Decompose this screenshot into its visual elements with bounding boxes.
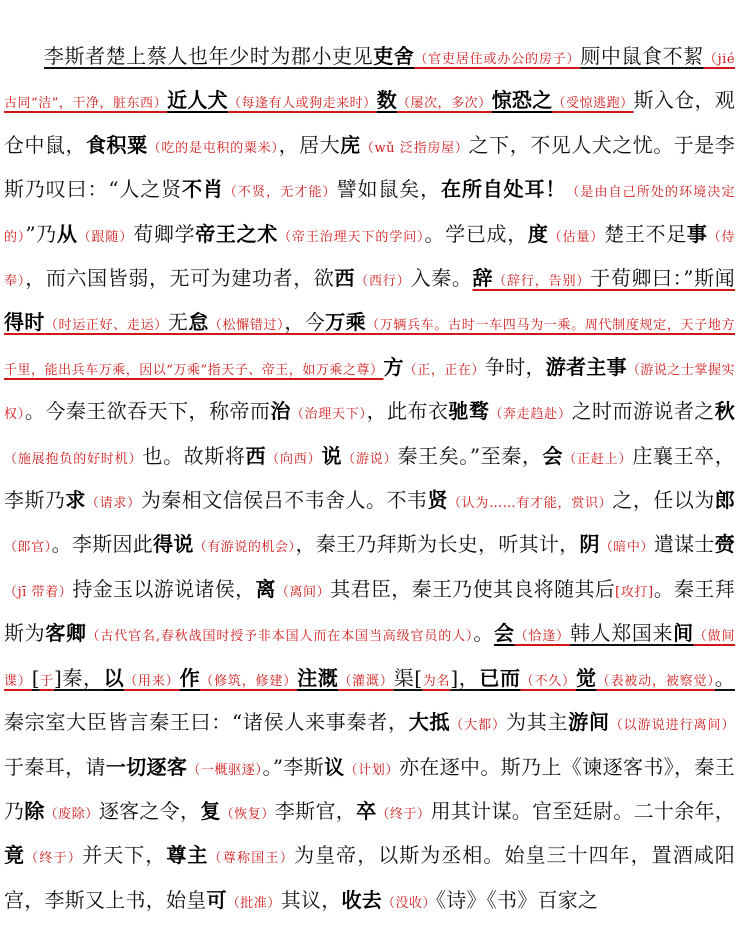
key-term: 辞 <box>472 266 494 291</box>
annotation: （大都） <box>450 718 507 734</box>
key-term: 食积粟 <box>86 132 148 157</box>
text-run: ，今 <box>284 310 326 335</box>
key-term: 方 <box>383 354 404 379</box>
key-term: 得说 <box>153 532 194 557</box>
key-term: 西 <box>334 266 356 291</box>
key-term: 游者主事 <box>545 354 627 379</box>
text-run: ]， <box>450 665 480 690</box>
text-run: 之，任以为 <box>612 488 715 513</box>
annotation: （离间） <box>275 584 331 600</box>
annotation: （灌溉） <box>338 673 394 689</box>
text-run: 。秦王拜斯为 <box>4 576 736 646</box>
text-run: 。学已成， <box>424 221 528 246</box>
key-term: 度 <box>527 221 549 246</box>
key-term: 帝王之术 <box>195 221 278 246</box>
key-term: 吏舍 <box>373 44 415 68</box>
text-run: 之下，不见人犬之忧。于是李斯乃叹曰：“人之贤 <box>4 132 736 202</box>
text-run: 其议， <box>280 887 342 912</box>
annotation: （有游说的机会） <box>193 540 296 556</box>
key-term: 注溉 <box>297 665 339 690</box>
annotation: （终于） <box>25 851 83 867</box>
text-run: 。李斯因此 <box>51 532 154 557</box>
key-term: 治 <box>270 399 291 424</box>
annotation: （跟随） <box>77 229 134 245</box>
text-run: 于荀卿曰：”斯闻 <box>590 266 736 291</box>
annotation: （官吏居住或办公的房子） <box>414 52 581 67</box>
key-term: 议 <box>324 754 345 779</box>
annotation: （向西） <box>266 451 322 467</box>
annotation: （恰逢） <box>514 629 571 645</box>
annotation: （时运正好、走运） <box>44 318 168 334</box>
text-run: 并天下， <box>82 843 167 868</box>
annotation: （暗中） <box>599 540 654 556</box>
text-run: 韩人郑国来 <box>570 621 674 646</box>
annotation: （尊称国王） <box>208 851 295 867</box>
text-run: [ <box>31 665 40 690</box>
annotation: （做间谍） <box>4 629 736 689</box>
text-run: 于秦耳，请 <box>4 754 106 779</box>
key-term: 会 <box>493 621 515 646</box>
text-run: ]秦， <box>53 665 104 690</box>
text-run: 其君臣，秦王乃使其良将随其后 <box>330 576 616 601</box>
key-term: 以 <box>103 665 125 690</box>
annotation: （废除） <box>44 806 99 822</box>
text-run: 亦在逐中。斯乃上《谏逐客书》，秦王乃 <box>4 754 736 823</box>
annotation: （是由自己所处的环境决定的） <box>4 185 735 245</box>
text-run: 逐客之令， <box>98 798 201 823</box>
text-run: 之时而游说者之 <box>571 399 715 424</box>
key-term: 赍 <box>714 532 736 557</box>
text-run: 用其计谋。官至廷尉。二十余年， <box>430 798 736 823</box>
key-term: 郎 <box>714 488 736 513</box>
text-run: 李斯者楚上蔡人也年少时为郡小吏见 <box>44 44 374 68</box>
key-term: 大抵 <box>408 710 451 735</box>
key-term: 驰骛 <box>448 399 490 424</box>
annotation: （表被动，被察觉） <box>596 673 715 689</box>
annotation: （一概驱逐） <box>187 762 263 778</box>
annotation: （以游说进行离间） <box>609 718 735 734</box>
key-term: 秋 <box>714 399 736 424</box>
annotation: （终于） <box>376 806 431 822</box>
annotation: （正，正在） <box>403 362 485 378</box>
annotation: （古代官名,春秋战国时授予非本国人而在本国当高级官员的人） <box>86 629 474 645</box>
text-run: 为秦相文信侯吕不韦舍人。不韦 <box>140 488 428 513</box>
key-term: 游间 <box>568 710 610 735</box>
annotation: （正赶上） <box>563 451 633 467</box>
text-run: ，而六国皆弱，无可为建功者，欲 <box>25 266 335 291</box>
annotation: [攻打] <box>615 584 654 600</box>
annotation: （侍奉） <box>4 229 735 290</box>
key-term: 作 <box>179 665 201 690</box>
annotation: （请求） <box>85 496 141 512</box>
text-run: ，此布衣 <box>366 399 449 424</box>
annotation: （用来） <box>124 673 180 689</box>
annotation: 为名 <box>422 673 451 689</box>
key-term: 复 <box>200 798 221 823</box>
text-run: 持金玉以游说诸侯， <box>72 576 256 601</box>
text-run: 也。故斯将 <box>142 443 246 468</box>
key-term: 间 <box>673 621 694 646</box>
key-term: 从 <box>56 221 78 246</box>
text-run: 。”李斯 <box>262 754 325 779</box>
text-run: 斯入仓，观仓中鼠， <box>4 88 735 157</box>
annotation: （jié 古同“洁”，干净，脏东西） <box>4 52 736 112</box>
annotation: （不久） <box>520 673 576 689</box>
text-run: 。 <box>473 621 494 646</box>
annotation: （万辆兵车。古时一车四马为一乘。周代制度规定，天子地方千里，能出兵车万乘，因以“万乘”指天子、帝王，如万乘之尊） <box>4 318 736 378</box>
key-term: 庑 <box>340 132 361 157</box>
key-term: 阴 <box>579 532 600 557</box>
annotation: （估量） <box>548 229 605 245</box>
text-run: 无 <box>167 310 189 335</box>
text-run: 庄襄王卒，李斯乃 <box>4 443 736 513</box>
annotation: （帝王治理天下的学问） <box>277 229 425 245</box>
text-run: 厕中鼠食不絜 <box>580 44 704 68</box>
key-term: 惊恐之 <box>491 88 553 113</box>
annotation: （奔走趋赴） <box>489 407 572 423</box>
key-term: 贤 <box>427 488 448 513</box>
annotation: （游说） <box>342 451 398 467</box>
annotation: （认为……有才能，赏识） <box>447 496 613 512</box>
text-run: 入秦。 <box>410 266 473 291</box>
text-run: 。 <box>714 665 735 690</box>
annotation: （wǔ 泛指房屋） <box>360 140 469 156</box>
key-term: 西 <box>245 443 267 468</box>
key-term: 已而 <box>479 665 521 690</box>
annotation: （批准） <box>226 895 281 911</box>
key-term: 在所自处耳！ <box>441 177 567 202</box>
annotation: （没收） <box>382 895 437 911</box>
annotated-classical-text <box>4 36 735 924</box>
key-term: 怠 <box>188 310 209 335</box>
annotation: （西行） <box>355 274 411 290</box>
annotation: （吃的是屯积的粟米） <box>147 140 279 156</box>
text-run: 荀卿学 <box>133 221 196 246</box>
text-run: 为其主 <box>506 710 569 735</box>
annotation: （jī 带着） <box>4 584 73 600</box>
text-run: 渠[ <box>393 665 423 690</box>
key-term: 会 <box>542 443 564 468</box>
key-term: 竟 <box>4 843 26 868</box>
annotation: （屡次，多次） <box>396 96 492 112</box>
text-run: 譬如鼠矣， <box>336 177 442 202</box>
key-term: 不肖 <box>182 177 224 202</box>
key-term: 尊主 <box>166 843 209 868</box>
text-run: ”乃 <box>25 221 57 246</box>
annotation: （受惊逃跑） <box>552 96 634 112</box>
key-term: 收去 <box>341 887 383 912</box>
annotation: （恢复） <box>220 806 275 822</box>
key-term: 觉 <box>576 665 597 690</box>
text-run: 。今秦王欲吞天下，称帝而 <box>24 399 271 424</box>
annotation: （郎官） <box>4 540 52 556</box>
key-term: 近人犬 <box>167 88 228 113</box>
annotation: （松懈错过） <box>208 318 285 334</box>
annotation: （不贤，无才能） <box>223 185 337 201</box>
text-run: ，居大 <box>278 132 341 157</box>
key-term: 客卿 <box>45 621 87 646</box>
key-term: 得时 <box>4 310 45 335</box>
key-term: 除 <box>24 798 45 823</box>
text-run: 为皇帝，以斯为丞相。始皇三十四年，置酒咸阳宫，李斯又上书，始皇 <box>4 843 736 912</box>
annotation: （游说之士掌握实权） <box>4 362 736 423</box>
key-term: 说 <box>321 443 343 468</box>
key-term: 卒 <box>356 798 377 823</box>
annotation: （修筑，修建） <box>200 673 298 689</box>
key-term: 万乘 <box>325 310 367 335</box>
key-term: 数 <box>376 88 397 113</box>
annotation: （辞行，告别） <box>493 274 591 290</box>
annotation: 于 <box>39 673 54 689</box>
key-term: 可 <box>206 887 227 912</box>
text-run: 秦王矣。”至秦， <box>397 443 543 468</box>
key-term: 离 <box>255 576 276 601</box>
text-run: 楚王不足 <box>604 221 687 246</box>
key-term: 事 <box>686 221 708 246</box>
text-run: ，秦王乃拜斯为长史，听其计， <box>295 532 580 557</box>
annotation: （治理天下） <box>290 407 367 423</box>
text-run: 秦宗室大臣皆言秦王曰：“诸侯人来事秦者， <box>4 710 409 735</box>
annotation: （计划） <box>344 762 399 778</box>
text-run: 李斯官， <box>274 798 357 823</box>
text-run: 争时， <box>484 354 546 379</box>
text-run: 遣谋士 <box>653 532 715 557</box>
annotation: （施展抱负的好时机） <box>4 451 143 467</box>
annotation: （每逢有人或狗走来时） <box>227 96 377 112</box>
key-term: 求 <box>65 488 86 513</box>
key-term: 一切逐客 <box>105 754 188 779</box>
text-run: 《诗》《书》百家之 <box>436 887 599 912</box>
